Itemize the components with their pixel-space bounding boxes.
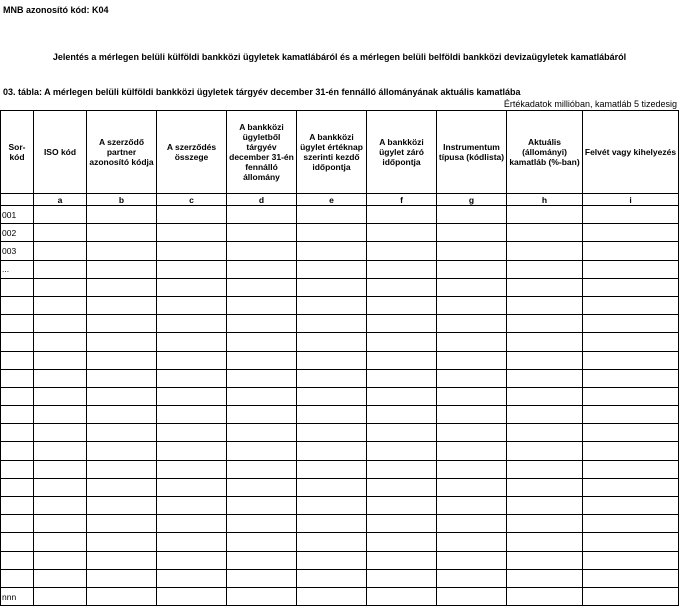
table-cell	[157, 387, 227, 405]
row-code	[1, 369, 34, 387]
table-cell	[507, 551, 583, 569]
table-cell	[34, 460, 87, 478]
table-cell	[507, 351, 583, 369]
table-cell	[157, 224, 227, 242]
table-cell	[437, 587, 507, 605]
table-cell	[297, 478, 367, 496]
table-cell	[227, 478, 297, 496]
table-cell	[227, 515, 297, 533]
row-code	[1, 387, 34, 405]
units-note: Értékadatok millióban, kamatláb 5 tizedesig	[503, 99, 677, 109]
table-cell	[583, 460, 679, 478]
col-header-end: A bankközi ügylet záró időpontja	[367, 111, 437, 194]
table-cell	[297, 224, 367, 242]
table-cell	[367, 260, 437, 278]
table-cell	[34, 442, 87, 460]
table-cell	[34, 242, 87, 260]
table-cell	[297, 260, 367, 278]
table-cell	[507, 497, 583, 515]
row-code	[1, 478, 34, 496]
table-cell	[34, 551, 87, 569]
table-cell	[437, 460, 507, 478]
table-row	[1, 515, 679, 533]
table-cell	[437, 224, 507, 242]
table-cell	[34, 369, 87, 387]
table-cell	[437, 497, 507, 515]
table-cell	[87, 351, 157, 369]
table-cell	[87, 224, 157, 242]
col-header-iso: ISO kód	[34, 111, 87, 194]
table-cell	[87, 587, 157, 605]
table-cell	[367, 406, 437, 424]
data-table	[0, 110, 679, 606]
col-header-balance: A bankközi ügyletből tárgyév december 31-én fennálló állomány	[227, 111, 297, 194]
table-cell	[367, 315, 437, 333]
table-cell	[87, 278, 157, 296]
table-cell	[583, 406, 679, 424]
table-cell	[157, 533, 227, 551]
row-code: 002	[1, 224, 34, 242]
table-row	[1, 351, 679, 369]
table-cell	[507, 369, 583, 387]
table-cell	[227, 296, 297, 314]
table-cell	[507, 315, 583, 333]
table-cell	[157, 333, 227, 351]
table-cell	[297, 460, 367, 478]
table-cell	[34, 333, 87, 351]
table-cell	[157, 424, 227, 442]
table-cell	[34, 296, 87, 314]
table-cell	[297, 242, 367, 260]
table-row	[1, 551, 679, 569]
table-row	[1, 460, 679, 478]
table-cell	[297, 278, 367, 296]
table-cell	[583, 315, 679, 333]
table-cell	[157, 260, 227, 278]
col-header-instrument: Instrumentum típusa (kódlista)	[437, 111, 507, 194]
table-cell	[297, 351, 367, 369]
table-cell	[437, 260, 507, 278]
table-cell	[507, 587, 583, 605]
row-code	[1, 497, 34, 515]
mnb-code: MNB azonosító kód: K04	[3, 5, 109, 15]
table-cell	[297, 442, 367, 460]
table-row	[1, 242, 679, 260]
table-cell	[583, 242, 679, 260]
table-cell	[297, 333, 367, 351]
table-cell	[437, 551, 507, 569]
table-cell	[367, 206, 437, 224]
table-row	[1, 406, 679, 424]
col-letter: g	[437, 194, 507, 206]
table-cell	[297, 587, 367, 605]
table-cell	[507, 260, 583, 278]
table-cell	[34, 533, 87, 551]
table-cell	[437, 206, 507, 224]
row-code: 003	[1, 242, 34, 260]
table-cell	[367, 369, 437, 387]
table-cell	[583, 206, 679, 224]
table-cell	[437, 533, 507, 551]
table-cell	[437, 387, 507, 405]
table-cell	[87, 260, 157, 278]
table-cell	[227, 315, 297, 333]
table-cell	[367, 551, 437, 569]
row-code	[1, 296, 34, 314]
row-code: nnn	[1, 587, 34, 605]
letter-row	[1, 194, 679, 206]
table-cell	[34, 478, 87, 496]
table-cell	[367, 296, 437, 314]
table-cell	[157, 551, 227, 569]
table-cell	[583, 333, 679, 351]
col-letter: f	[367, 194, 437, 206]
table-cell	[583, 515, 679, 533]
table-cell	[583, 478, 679, 496]
row-code	[1, 315, 34, 333]
table-row	[1, 533, 679, 551]
table-row	[1, 278, 679, 296]
table-body	[1, 206, 679, 606]
table-cell	[507, 424, 583, 442]
table-cell	[157, 497, 227, 515]
table-cell	[367, 442, 437, 460]
row-code	[1, 515, 34, 533]
table-row	[1, 587, 679, 605]
table-cell	[34, 351, 87, 369]
table-cell	[34, 587, 87, 605]
row-code	[1, 533, 34, 551]
table-cell	[34, 278, 87, 296]
table-cell	[297, 515, 367, 533]
table-cell	[583, 533, 679, 551]
table-cell	[157, 296, 227, 314]
table-cell	[157, 351, 227, 369]
table-cell	[157, 587, 227, 605]
table-row	[1, 224, 679, 242]
table-row	[1, 424, 679, 442]
table-cell	[437, 515, 507, 533]
table-cell	[34, 206, 87, 224]
table-cell	[87, 515, 157, 533]
table-cell	[87, 206, 157, 224]
table-cell	[227, 551, 297, 569]
table-cell	[367, 351, 437, 369]
table-cell	[367, 242, 437, 260]
table-cell	[583, 587, 679, 605]
table-cell	[583, 442, 679, 460]
table-cell	[157, 442, 227, 460]
table-cell	[437, 478, 507, 496]
table-cell	[34, 406, 87, 424]
table-cell	[297, 533, 367, 551]
table-cell	[367, 515, 437, 533]
table-cell	[34, 497, 87, 515]
table-cell	[367, 387, 437, 405]
table-cell	[583, 296, 679, 314]
table-row	[1, 315, 679, 333]
table-cell	[87, 369, 157, 387]
table-cell	[157, 478, 227, 496]
table-cell	[367, 278, 437, 296]
row-code	[1, 351, 34, 369]
table-cell	[157, 406, 227, 424]
col-header-amount: A szerződés összege	[157, 111, 227, 194]
table-row	[1, 442, 679, 460]
row-code	[1, 442, 34, 460]
table-cell	[87, 551, 157, 569]
table-cell	[87, 533, 157, 551]
table-cell	[297, 315, 367, 333]
table-cell	[507, 242, 583, 260]
table-cell	[367, 497, 437, 515]
table-cell	[583, 278, 679, 296]
table-cell	[507, 442, 583, 460]
report-title: Jelentés a mérlegen belüli külföldi bankközi ügyletek kamatlábáról és a mérlegen belüli belföldi bankközi devizaügyletek kamatlábáról	[52, 52, 627, 62]
table-cell	[157, 369, 227, 387]
table-cell	[437, 406, 507, 424]
table-cell	[507, 296, 583, 314]
col-letter: a	[34, 194, 87, 206]
table-cell	[367, 333, 437, 351]
table-cell	[507, 278, 583, 296]
table-cell	[297, 551, 367, 569]
table-cell	[297, 424, 367, 442]
table-cell	[583, 497, 679, 515]
table-cell	[87, 478, 157, 496]
col-header-direction: Felvét vagy kihelyezés	[583, 111, 679, 194]
table-cell	[227, 242, 297, 260]
table-cell	[157, 515, 227, 533]
col-letter: b	[87, 194, 157, 206]
col-letter: i	[583, 194, 679, 206]
table-cell	[227, 460, 297, 478]
row-code	[1, 333, 34, 351]
table-cell	[227, 369, 297, 387]
table-cell	[227, 351, 297, 369]
row-code	[1, 551, 34, 569]
table-row	[1, 369, 679, 387]
table-cell	[227, 260, 297, 278]
table-cell	[34, 224, 87, 242]
table-cell	[227, 387, 297, 405]
table-row	[1, 296, 679, 314]
table-cell	[87, 296, 157, 314]
table-cell	[367, 224, 437, 242]
table-cell	[297, 387, 367, 405]
table-cell	[34, 315, 87, 333]
table-cell	[437, 278, 507, 296]
table-cell	[437, 296, 507, 314]
table-cell	[227, 497, 297, 515]
table-cell	[87, 497, 157, 515]
table-cell	[297, 497, 367, 515]
table-cell	[583, 260, 679, 278]
table-cell	[34, 515, 87, 533]
table-cell	[437, 351, 507, 369]
table-cell	[507, 460, 583, 478]
table-cell	[297, 406, 367, 424]
header-row	[1, 111, 679, 194]
table-cell	[437, 333, 507, 351]
table-cell	[157, 460, 227, 478]
col-letter	[1, 194, 34, 206]
table-cell	[437, 442, 507, 460]
table-cell	[87, 242, 157, 260]
table-cell	[437, 424, 507, 442]
table-cell	[583, 387, 679, 405]
row-code	[1, 460, 34, 478]
table-cell	[87, 387, 157, 405]
table-row	[1, 206, 679, 224]
col-letter: e	[297, 194, 367, 206]
table-cell	[157, 278, 227, 296]
table-cell	[437, 242, 507, 260]
table-cell	[227, 442, 297, 460]
table-cell	[157, 206, 227, 224]
table-title: 03. tábla: A mérlegen belüli külföldi bankközi ügyletek tárgyév december 31-én fennálló állományának aktuális kamatlába	[3, 87, 521, 97]
table-cell	[227, 533, 297, 551]
table-cell	[297, 296, 367, 314]
table-cell	[583, 424, 679, 442]
table-cell	[227, 424, 297, 442]
table-cell	[157, 315, 227, 333]
table-cell	[87, 333, 157, 351]
table-cell	[507, 206, 583, 224]
table-cell	[297, 206, 367, 224]
table-cell	[87, 424, 157, 442]
table-cell	[34, 424, 87, 442]
table-cell	[227, 406, 297, 424]
table-cell	[583, 369, 679, 387]
table-cell	[157, 242, 227, 260]
row-code: 001	[1, 206, 34, 224]
table-cell	[297, 369, 367, 387]
table-cell	[34, 387, 87, 405]
table-cell	[507, 224, 583, 242]
table-cell	[507, 478, 583, 496]
table-cell	[583, 224, 679, 242]
row-code	[1, 278, 34, 296]
col-letter: d	[227, 194, 297, 206]
col-letter: c	[157, 194, 227, 206]
table-row	[1, 478, 679, 496]
col-header-sorkod: Sor-kód	[1, 111, 34, 194]
table-cell	[87, 315, 157, 333]
table-cell	[583, 551, 679, 569]
table-cell	[34, 260, 87, 278]
table-row	[1, 260, 679, 278]
table-cell	[437, 315, 507, 333]
table-cell	[87, 406, 157, 424]
table-cell	[507, 387, 583, 405]
table-cell	[507, 333, 583, 351]
col-header-start: A bankközi ügylet értéknap szerinti kezdő időpontja	[297, 111, 367, 194]
row-code	[1, 424, 34, 442]
table-row	[1, 387, 679, 405]
table-cell	[367, 533, 437, 551]
table-cell	[227, 206, 297, 224]
table-cell	[437, 369, 507, 387]
row-code	[1, 406, 34, 424]
row-code: ...	[1, 260, 34, 278]
col-header-rate: Aktuális (állományi) kamatláb (%-ban)	[507, 111, 583, 194]
table-row	[1, 497, 679, 515]
table-cell	[87, 442, 157, 460]
table-cell	[367, 587, 437, 605]
table-cell	[87, 460, 157, 478]
table-cell	[367, 460, 437, 478]
table-cell	[367, 424, 437, 442]
col-header-partner: A szerződő partner azonosító kódja	[87, 111, 157, 194]
table-cell	[507, 515, 583, 533]
table-cell	[507, 533, 583, 551]
col-letter: h	[507, 194, 583, 206]
table-cell	[227, 224, 297, 242]
table-cell	[227, 333, 297, 351]
table-cell	[367, 478, 437, 496]
table-row	[1, 333, 679, 351]
table-cell	[507, 406, 583, 424]
table-cell	[227, 278, 297, 296]
table-cell	[227, 587, 297, 605]
table-cell	[583, 351, 679, 369]
